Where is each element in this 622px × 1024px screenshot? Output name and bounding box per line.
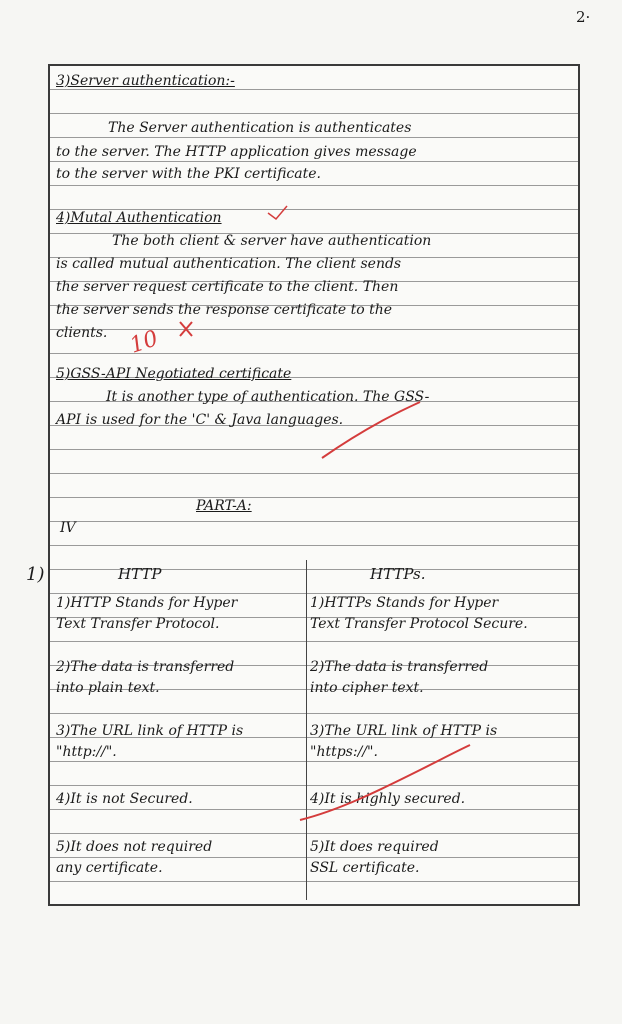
page-number: 2·: [576, 8, 591, 26]
grader-check-mark-1: [322, 402, 420, 458]
mutual-auth-line-2: is called mutual authentication. The client sends: [56, 256, 402, 272]
part-a-sub: IV: [60, 520, 76, 536]
server-auth-line-3: to the server with the PKI certificate.: [56, 166, 321, 182]
table-row-2-https: 2)The data is transferred into cipher text.: [310, 659, 489, 696]
gss-api-heading: 5)GSS-API Negotiated certificate: [56, 366, 292, 382]
grader-tick-section-4: [268, 206, 287, 219]
mutual-auth-heading: 4)Mutal Authentication: [56, 210, 222, 226]
mutual-auth-line-3: the server request certificate to the client. Then: [56, 279, 399, 295]
mutual-auth-line-1: The both client & server have authentication: [112, 233, 432, 249]
table-row-4-https: 4)It is highly secured.: [310, 791, 466, 807]
grader-cross-mark: [180, 322, 192, 336]
mutual-auth-line-5: clients.: [56, 325, 108, 341]
server-auth-line-2: to the server. The HTTP application gives message: [56, 144, 417, 160]
part-a-heading: PART-A:: [196, 498, 252, 514]
table-row-3-https: 3)The URL link of HTTP is "https://".: [310, 723, 498, 760]
grade-mark: 10: [126, 326, 162, 359]
table-row-1-https: 1)HTTPs Stands for Hyper Text Transfer Protocol Secure.: [310, 595, 528, 632]
table-row-2-http: 2)The data is transferred into plain text.: [56, 659, 235, 696]
table-row-4-http: 4)It is not Secured.: [56, 791, 193, 807]
grader-check-mark-2: [300, 745, 470, 820]
gss-api-line-2: API is used for the 'C' & Java languages.: [56, 412, 344, 428]
server-auth-line-1: The Server authentication is authenticates: [108, 120, 412, 136]
server-auth-heading: 3)Server authentication:-: [56, 73, 235, 89]
table-row-5-https: 5)It does required SSL certificate.: [310, 839, 439, 876]
table-header-https: HTTPs.: [370, 565, 426, 583]
mutual-auth-line-4: the server sends the response certificate to the: [56, 302, 393, 318]
table-row-3-http: 3)The URL link of HTTP is "http://".: [56, 723, 244, 760]
table-header-http: HTTP: [118, 565, 162, 583]
gss-api-line-1: It is another type of authentication. The GSS-: [106, 389, 430, 405]
table-row-5-http: 5)It does not required any certificate.: [56, 839, 213, 876]
question-number: 1): [26, 564, 45, 585]
table-row-1-http: 1)HTTP Stands for Hyper Text Transfer Protocol.: [56, 595, 238, 632]
